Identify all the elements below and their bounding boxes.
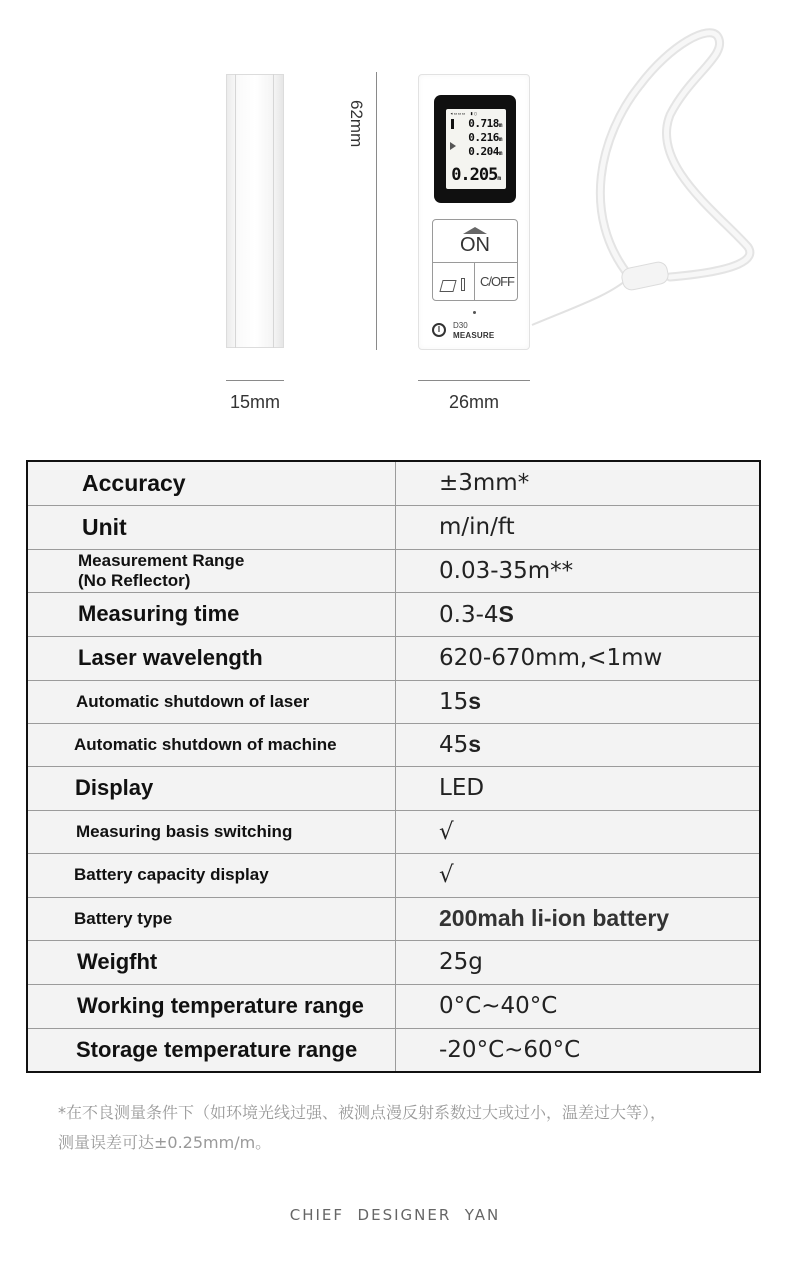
spec-value: -20°C~60°C	[396, 1028, 761, 1072]
spec-label: Measuring time	[78, 601, 240, 626]
height-dimension-line	[376, 72, 377, 350]
spec-value: 0.03-35m**	[396, 549, 761, 592]
spec-label: Automatic shutdown of machine	[74, 734, 337, 754]
spec-value: 25g	[396, 940, 761, 984]
reference-switch-icon	[461, 278, 465, 291]
lcd-main-reading: 0.205m	[451, 165, 500, 185]
spec-value-cell	[396, 723, 761, 766]
spec-value: m/in/ft	[396, 505, 761, 549]
spec-value: 0°C~40°C	[396, 984, 761, 1028]
table-row	[27, 505, 760, 549]
table-row	[27, 723, 760, 766]
designer-credit: CHIEF DESIGNER YAN	[289, 1206, 501, 1224]
spec-value-cell	[396, 592, 761, 636]
model-label: D30	[453, 321, 468, 330]
spec-value-unit: S	[498, 600, 514, 627]
spec-value: 200mah li-ion battery	[396, 897, 761, 940]
keypad-divider	[474, 262, 475, 301]
table-row	[27, 853, 760, 897]
spec-label: Battery type	[74, 908, 173, 928]
side-edge-line	[235, 74, 236, 348]
lcd-reading-2: 0.216m	[468, 131, 502, 144]
spec-label: Battery capacity display	[74, 865, 269, 884]
lcd-angle-icon	[450, 142, 456, 150]
spec-value: 620-670mm,<1mw	[396, 636, 761, 680]
height-dimension-label: 62mm	[347, 100, 366, 148]
spec-value: ±3mm*	[396, 461, 761, 505]
spec-value: 15	[439, 689, 469, 715]
table-row	[27, 549, 760, 592]
spec-value: 45	[439, 732, 469, 758]
spec-value: √	[396, 853, 761, 897]
spec-label: Measurement Range	[78, 550, 245, 570]
on-key-label: ON	[460, 234, 490, 256]
lcd-reading-3: 0.204m	[468, 145, 502, 158]
keypad-divider	[432, 262, 518, 263]
spec-value-unit: s	[468, 731, 482, 757]
spec-value: √	[396, 810, 761, 853]
up-arrow-icon	[463, 227, 487, 234]
table-row	[27, 766, 760, 810]
side-width-dimension-line	[226, 380, 284, 381]
spec-value: LED	[396, 766, 761, 810]
device-lcd	[446, 109, 506, 189]
brand-label: MEASURE	[453, 331, 495, 340]
table-row	[27, 636, 760, 680]
spec-value-cell	[396, 680, 761, 723]
side-edge-line	[273, 74, 274, 348]
spec-label: Working temperature range	[77, 993, 364, 1018]
table-row	[27, 897, 760, 940]
footnote	[58, 1098, 768, 1158]
spec-value-unit: s	[468, 688, 482, 714]
lcd-reading-1: 0.718m	[468, 117, 502, 130]
footnote-line-2: 测量误差可达±0.25mm/m。	[58, 1133, 272, 1152]
spec-table	[26, 460, 761, 1073]
table-row	[27, 1028, 760, 1072]
front-width-dimension-line	[418, 380, 530, 381]
spec-value: 0.3-4	[439, 601, 499, 628]
clear-off-key-label: C/OFF	[480, 274, 514, 289]
footnote-line-1: *在不良测量条件下（如环境光线过强、被测点漫反射系数过大或过小，温差过大等），	[58, 1103, 667, 1122]
spec-label-sub: (No Reflector)	[78, 570, 191, 590]
front-width-label: 26mm	[448, 392, 499, 412]
table-row	[27, 810, 760, 853]
spec-label: Laser wavelength	[78, 645, 263, 670]
spec-label: Measuring basis switching	[76, 821, 293, 841]
spec-label: Weigfht	[77, 949, 158, 974]
spec-label: Display	[75, 775, 154, 800]
lcd-reference-icon	[451, 119, 454, 129]
lcd-status-icons: ◂▭▭▭ ▮▯	[450, 111, 479, 117]
laser-aperture-dot	[473, 311, 476, 314]
spec-label: Automatic shutdown of laser	[76, 691, 310, 711]
spec-label: Storage temperature range	[76, 1036, 358, 1062]
lanyard-strap	[520, 15, 760, 335]
side-width-label: 15mm	[229, 392, 280, 412]
brand-logo-icon: I	[432, 323, 446, 337]
table-row	[27, 680, 760, 723]
table-row	[27, 461, 760, 505]
table-row	[27, 984, 760, 1028]
table-row	[27, 592, 760, 636]
spec-label: Accuracy	[82, 469, 186, 496]
spec-label: Unit	[82, 513, 127, 540]
table-row	[27, 940, 760, 984]
